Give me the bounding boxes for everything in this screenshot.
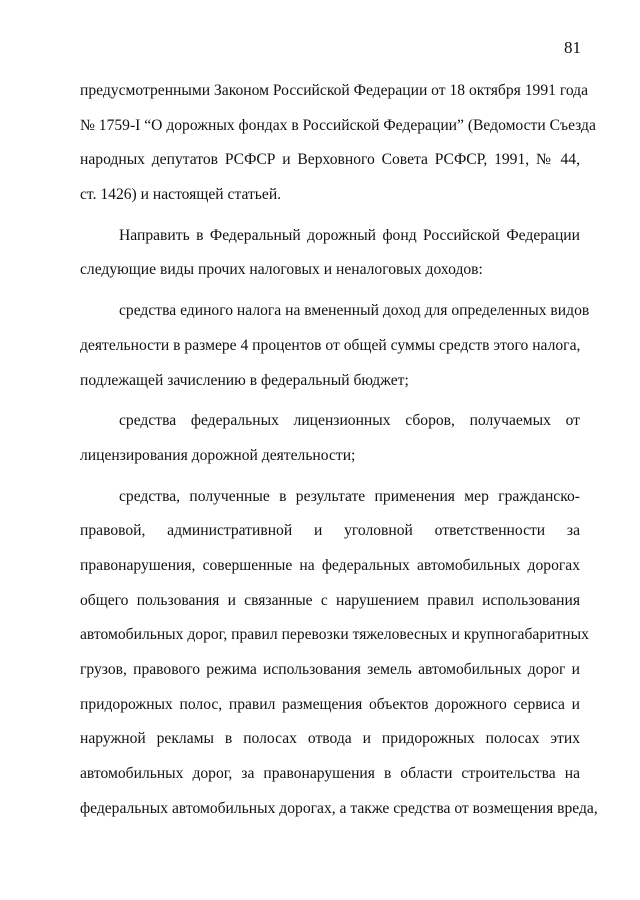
text-line: Направить в Федеральный дорожный фонд Российской Федерации xyxy=(119,226,580,244)
text-line: ст. 1426) и настоящей статьей. xyxy=(80,186,282,204)
text-line: лицензирования дорожной деятельности; xyxy=(80,446,356,464)
text-line: народных депутатов РСФСР и Верховного Совета РСФСР, 1991, № 44, xyxy=(80,151,580,169)
page-number: 81 xyxy=(564,38,581,57)
text-line: общего пользования и связанные с нарушением правил использования xyxy=(80,591,580,609)
text-line: наружной рекламы в полосах отвода и придорожных полосах этих xyxy=(80,730,580,748)
text-line: подлежащей зачислению в федеральный бюджет; xyxy=(80,371,409,389)
text-line: придорожных полос, правил размещения объектов дорожного сервиса и xyxy=(80,695,580,713)
text-line: правовой, административной и уголовной ответственности за xyxy=(80,522,580,540)
document-body xyxy=(80,74,598,826)
text-line: средства, полученные в результате применения мер гражданско- xyxy=(119,487,580,505)
text-line: деятельности в размере 4 процентов от общей суммы средств этого налога, xyxy=(80,336,581,354)
text-line: правонарушения, совершенные на федеральных автомобильных дорогах xyxy=(80,556,580,574)
text-line: автомобильных дорог, за правонарушения в области строительства на xyxy=(80,765,580,783)
text-line: предусмотренными Законом Российской Федерации от 18 октября 1991 года xyxy=(80,82,589,99)
text-line: автомобильных дорог, правил перевозки тяжеловесных и крупногабаритных xyxy=(80,626,589,644)
text-line: федеральных автомобильных дорогах, а также средства от возмещения вреда, xyxy=(80,799,598,817)
text-line: средства федеральных лицензионных сборов, получаемых от xyxy=(119,412,580,430)
text-line: средства единого налога на вмененный доход для определенных видов xyxy=(119,302,590,320)
text-line: следующие виды прочих налоговых и неналоговых доходов: xyxy=(80,261,483,279)
text-line: № 1759-I “О дорожных фондах в Российской Федерации” (Ведомости Съезда xyxy=(80,116,596,134)
text-line: грузов, правового режима использования земель автомобильных дорог и xyxy=(80,661,580,678)
